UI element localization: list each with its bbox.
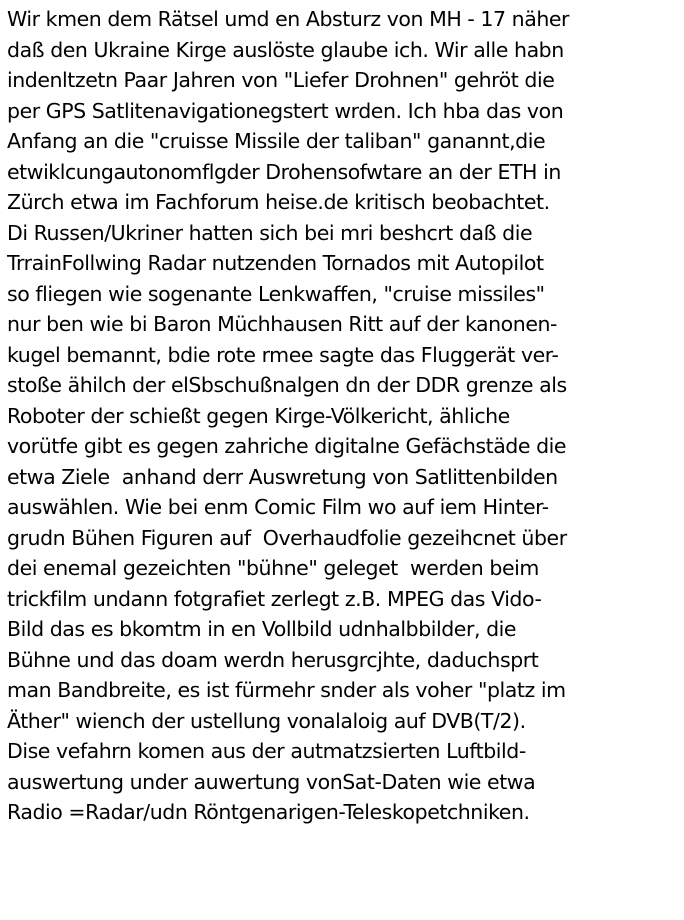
- text-line-27: Radio =Radar/udn Röntgenarigen-Teleskopetchniken.: [7, 800, 530, 824]
- document-body: [7, 4, 679, 828]
- text-line-6: etwiklcungautonomflgder Drohensofwtare an der ETH in: [7, 159, 561, 184]
- text-line-16: etwa Ziele anhand derr Auswretung von Satlittenbilden: [7, 464, 558, 489]
- text-line-13: stoße ähilch der elSbschußnalgen dn der DDR grenze als: [7, 373, 567, 397]
- text-line-4: per GPS Satlitenavigationegstert wrden. Ich hba das von: [7, 98, 564, 123]
- text-line-1: Wir kmen dem Rätsel umd en Absturz von MH - 17 näher: [7, 7, 570, 31]
- text-line-5: Anfang an die "cruisse Missile der taliban" ganannt,die: [7, 129, 546, 153]
- text-line-22: Bühne und das doam werdn herusgrcjhte, daduchsprt: [7, 647, 539, 672]
- text-line-14: Roboter der schießt gegen Kirge-Völkericht, ähliche: [7, 403, 510, 428]
- text-line-17: auswählen. Wie bei enm Comic Film wo auf iem Hinter-: [7, 495, 549, 519]
- text-line-18: grudn Bühen Figuren auf Overhaudfolie gezeihcnet über: [7, 525, 567, 550]
- text-line-21: Bild das es bkomtm in en Vollbild udnhalbbilder, die: [7, 617, 517, 641]
- text-line-24: Äther" wiench der ustellung vonalaloig auf DVB(T/2).: [7, 708, 526, 733]
- text-line-26: auswertung under auwertung vonSat-Daten wie etwa: [7, 769, 536, 794]
- text-line-19: dei enemal gezeichten "bühne" geleget werden beim: [7, 556, 539, 580]
- text-line-15: vorütfe gibt es gegen zahriche digitalne Gefächstäde die: [7, 434, 567, 458]
- text-line-23: man Bandbreite, es ist fürmehr snder als voher "platz im: [7, 678, 566, 702]
- text-line-10: so fliegen wie sogenante Lenkwaffen, "cruise missiles": [7, 281, 545, 306]
- text-line-25: Dise vefahrn komen aus der autmatzsierten Luftbild-: [7, 739, 526, 763]
- text-line-11: nur ben wie bi Baron Müchhausen Ritt auf der kanonen-: [7, 312, 557, 336]
- text-line-12: kugel bemannt, bdie rote rmee sagte das Fluggerät ver-: [7, 342, 559, 367]
- text-line-8: Di Russen/Ukriner hatten sich bei mri beshcrt daß die: [7, 220, 533, 245]
- text-line-7: Zürch etwa im Fachforum heise.de kritisch beobachtet.: [7, 190, 550, 214]
- text-line-3: indenltzetn Paar Jahren von "Liefer Drohnen" gehröt die: [7, 68, 555, 92]
- text-line-20: trickfilm undann fotgrafiet zerlegt z.B. MPEG das Vido-: [7, 586, 542, 611]
- text-line-9: TrrainFollwing Radar nutzenden Tornados mit Autopilot: [7, 251, 544, 275]
- text-line-2: daß den Ukraine Kirge auslöste glaube ich. Wir alle habn: [7, 37, 564, 62]
